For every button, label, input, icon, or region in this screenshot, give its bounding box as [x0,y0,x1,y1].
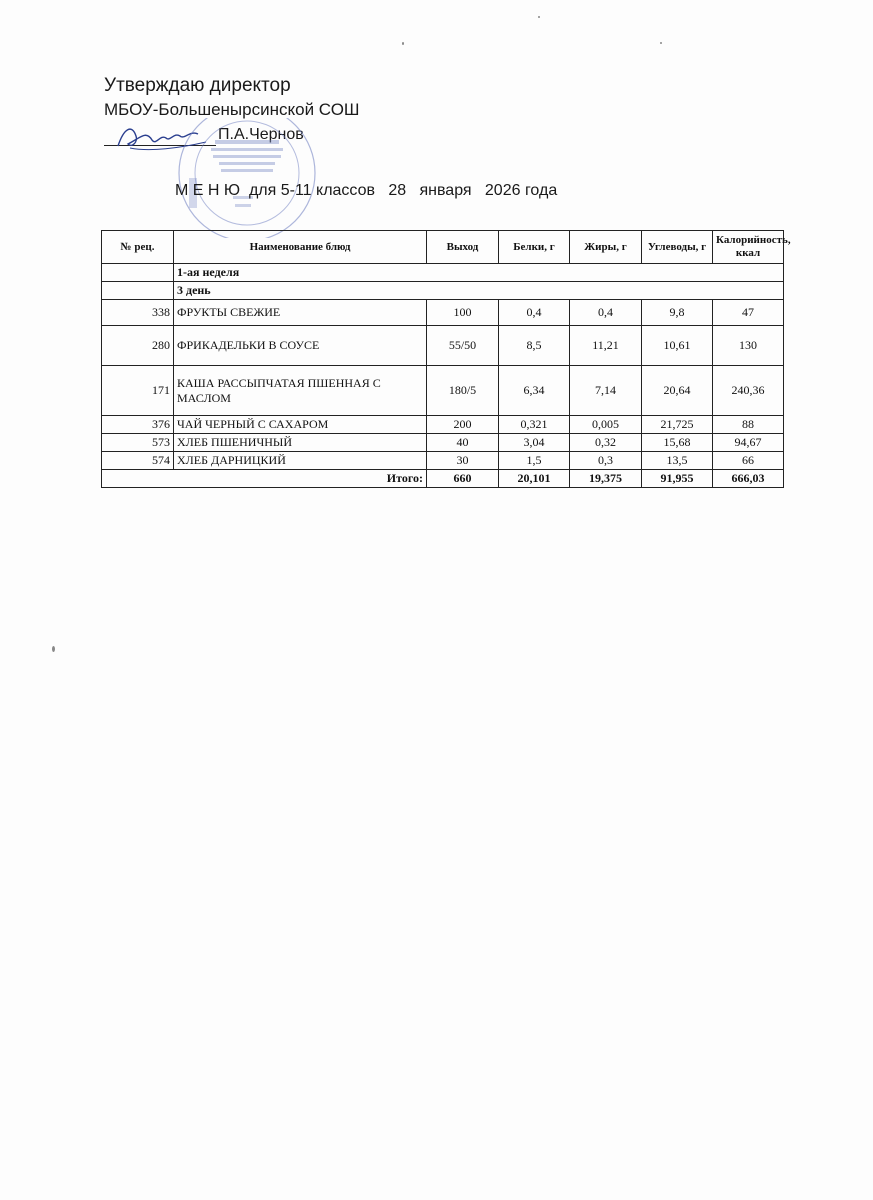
col-header-carbs: Углеводы, г [642,231,713,264]
dish-carbs: 20,64 [642,366,713,416]
dish-carbs: 9,8 [642,300,713,326]
table-row [102,434,784,452]
dish-protein: 6,34 [499,366,570,416]
dish-kcal: 88 [713,416,784,434]
signature-line [104,145,216,146]
rec-number: 573 [102,434,174,452]
dish-output: 100 [427,300,499,326]
col-header-name: Наименование блюд [174,231,427,264]
dish-fat: 7,14 [570,366,642,416]
scan-speck [660,42,662,44]
week-row [102,264,784,282]
rec-number: 280 [102,326,174,366]
dish-protein: 0,4 [499,300,570,326]
table-header-row [102,231,784,264]
dish-fat: 11,21 [570,326,642,366]
dish-output: 40 [427,434,499,452]
dish-kcal: 130 [713,326,784,366]
dish-name: ХЛЕБ ДАРНИЦКИЙ [174,452,427,470]
table-row [102,416,784,434]
rec-number: 338 [102,300,174,326]
day-label: 3 день [174,282,784,300]
dish-output: 30 [427,452,499,470]
approve-heading: Утверждаю директор [104,75,291,96]
rec-number: 376 [102,416,174,434]
dish-fat: 0,3 [570,452,642,470]
day-row [102,282,784,300]
dish-carbs: 10,61 [642,326,713,366]
dish-name: ХЛЕБ ПШЕНИЧНЫЙ [174,434,427,452]
dish-output: 200 [427,416,499,434]
dish-kcal: 47 [713,300,784,326]
table-row [102,326,784,366]
week-row-spacer [102,264,174,282]
dish-output: 55/50 [427,326,499,366]
rec-number: 171 [102,366,174,416]
total-fat: 19,375 [570,470,642,488]
signature-mark [110,118,215,158]
scan-speck [52,646,55,652]
dish-name: ФРУКТЫ СВЕЖИЕ [174,300,427,326]
dish-output: 180/5 [427,366,499,416]
total-kcal: 666,03 [713,470,784,488]
col-header-protein: Белки, г [499,231,570,264]
dish-kcal: 94,67 [713,434,784,452]
dish-kcal: 240,36 [713,366,784,416]
col-header-output: Выход [427,231,499,264]
dish-fat: 0,005 [570,416,642,434]
total-carbs: 91,955 [642,470,713,488]
menu-table [101,230,791,488]
dish-protein: 0,321 [499,416,570,434]
table-row [102,300,784,326]
dish-kcal: 66 [713,452,784,470]
dish-protein: 3,04 [499,434,570,452]
dish-carbs: 15,68 [642,434,713,452]
total-row [102,470,784,488]
total-protein: 20,101 [499,470,570,488]
scan-speck [538,16,540,18]
school-name: МБОУ-Большенырсинской СОШ [104,100,360,119]
dish-name: ЧАЙ ЧЕРНЫЙ С САХАРОМ [174,416,427,434]
dish-name: КАША РАССЫПЧАТАЯ ПШЕННАЯ С МАСЛОМ [174,366,427,416]
dish-protein: 1,5 [499,452,570,470]
scan-speck [402,42,404,45]
col-header-kcal: Калорийность, ккал [713,231,784,264]
table-row [102,452,784,470]
col-header-rec: № рец. [102,231,174,264]
day-row-spacer [102,282,174,300]
director-name: П.А.Чернов [218,126,304,143]
dish-fat: 0,32 [570,434,642,452]
col-header-fat: Жиры, г [570,231,642,264]
week-label: 1-ая неделя [174,264,784,282]
dish-protein: 8,5 [499,326,570,366]
dish-carbs: 21,725 [642,416,713,434]
total-output: 660 [427,470,499,488]
table-row [102,366,784,416]
total-label: Итого: [102,470,427,488]
dish-name: ФРИКАДЕЛЬКИ В СОУСЕ [174,326,427,366]
menu-title: М Е Н Ю для 5-11 классов 28 января 2026 года [175,182,558,199]
rec-number: 574 [102,452,174,470]
dish-fat: 0,4 [570,300,642,326]
dish-carbs: 13,5 [642,452,713,470]
